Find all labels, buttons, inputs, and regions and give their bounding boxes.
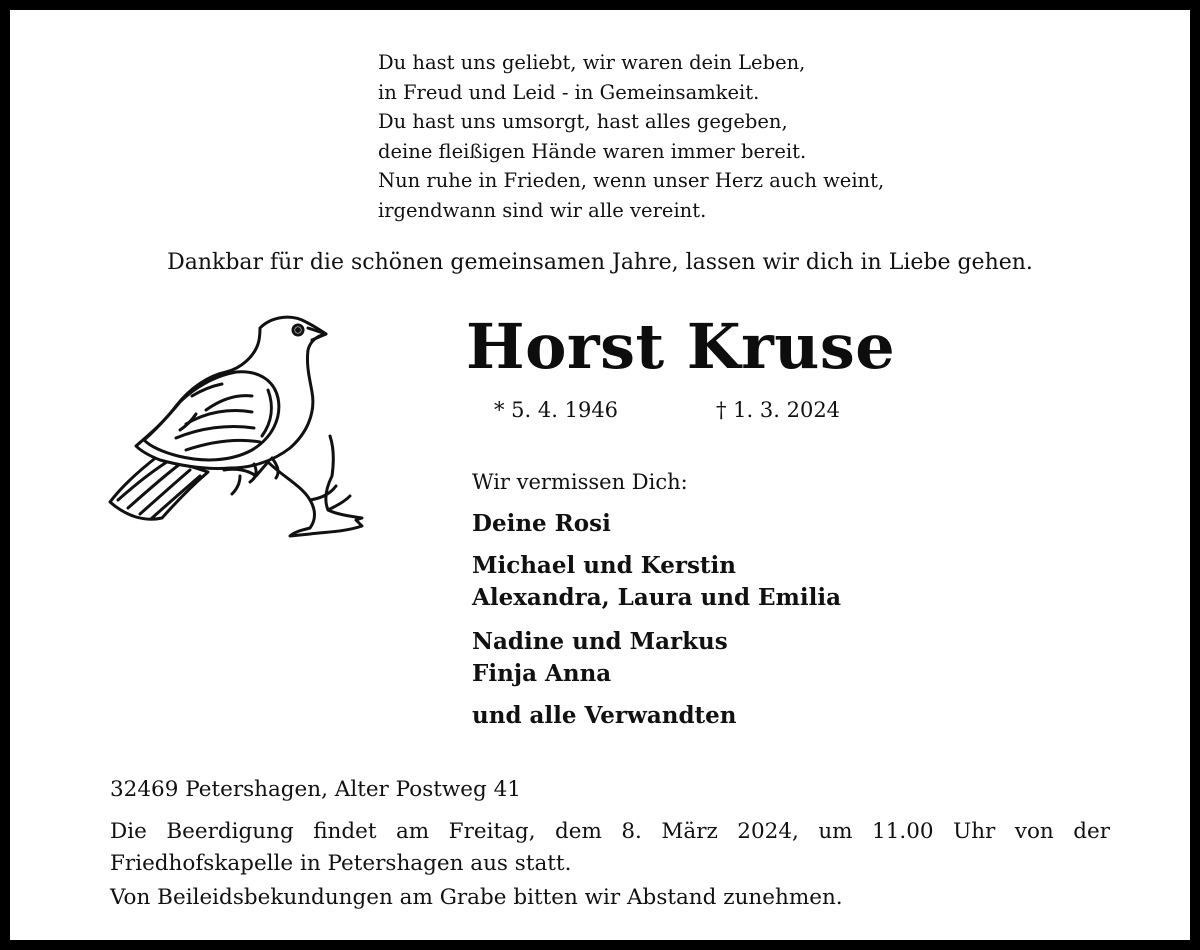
dove-on-branch-icon <box>104 312 372 544</box>
poem-line: deine fleißigen Hände waren immer bereit. <box>378 139 807 163</box>
memorial-poem <box>378 48 884 225</box>
death-date: † 1. 3. 2024 <box>716 398 841 422</box>
mourner-group: und alle Verwandten <box>472 702 737 729</box>
funeral-notice: Die Beerdigung findet am Freitag, dem 8. März 2024, um 11.00 Uhr von der Friedhofskapelle in Petershagen aus statt. <box>110 819 1110 876</box>
mourner-group: Finja Anna <box>472 660 612 687</box>
poem-line: Du hast uns geliebt, wir waren dein Leben, <box>378 51 806 74</box>
poem-line: Du hast uns umsorgt, hast alles gegeben, <box>378 110 788 133</box>
birth-date: * 5. 4. 1946 <box>494 398 619 422</box>
mourner-group: Deine Rosi <box>472 510 611 537</box>
condolence-note: Von Beileidsbekundungen am Grabe bitten wir Abstand zunehmen. <box>110 885 843 910</box>
mourner-group: Alexandra, Laura und Emilia <box>472 584 842 611</box>
family-address: 32469 Petershagen, Alter Postweg 41 <box>110 777 521 802</box>
poem-line: in Freud und Leid - in Gemeinsamkeit. <box>378 80 760 104</box>
poem-line: Nun ruhe in Frieden, wenn unser Herz auch weint, <box>378 169 885 192</box>
poem-line: irgendwann sind wir alle vereint. <box>378 198 707 222</box>
mourner-group: Nadine und Markus <box>472 628 728 655</box>
mourners-intro: Wir vermissen Dich: <box>472 470 688 494</box>
dedication-line: Dankbar für die schönen gemeinsamen Jahre, lassen wir dich in Liebe gehen. <box>167 250 1033 275</box>
deceased-name: Horst Kruse <box>466 310 896 383</box>
mourner-group: Michael und Kerstin <box>472 552 737 579</box>
